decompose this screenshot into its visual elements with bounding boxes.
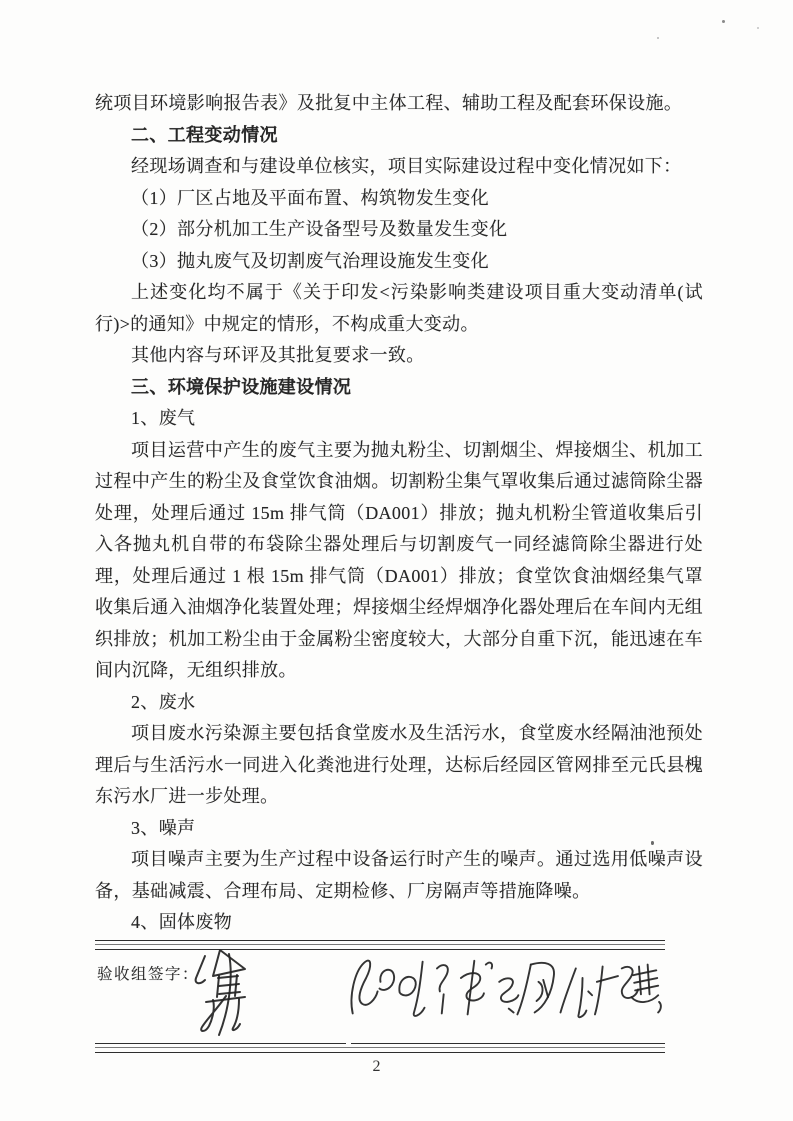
list-item-change-3: （3）抛丸废气及切割废气治理设施发生变化	[131, 250, 489, 271]
paragraph-consistency: 其他内容与环评及其批复要求一致。	[131, 345, 425, 365]
heading-project-changes: 二、工程变动情况	[131, 124, 278, 145]
list-item-change-2: （2）部分机加工生产设备型号及数量发生变化	[131, 219, 508, 239]
signature-label: 验收组签字：	[97, 966, 200, 983]
scan-speck	[657, 37, 659, 39]
paragraph-waste-gas: 项目运营中产生的废气主要为抛丸粉尘、切割烟尘、焊接烟尘、机加工过程中产生的粉尘及食堂饮食油烟。切割粉尘集气罩收集后通过滤筒除尘器处理，处理后通过 15m 排气筒（DA001）排放；抛丸机粉尘管道收集后引入各抛丸机自带的布袋除尘器处理后与切割废气一同经滤筒除尘器进行处理，处理后通过 1 根 15m 排气筒（DA001）排放；食堂饮食油烟经集气罩收集后通入油烟净化装置处理；焊接烟尘经焊烟净化器处理后在车间内无组织排放；机加工粉尘由于金属粉尘密度较大，大部分自重下沉，能迅速在车间内沉降，无组织排放。	[95, 439, 703, 680]
paragraph-site-survey: 经现场调查和与建设单位核实，项目实际建设过程中变化情况如下：	[131, 156, 682, 176]
page-number: 2	[372, 1058, 381, 1075]
signature-block	[95, 940, 665, 1052]
paragraph-noise: 项目噪声主要为生产过程中设备运行时产生的噪声。通过选用低噪声设备，基础减震、合理布局、定期检修、厂房隔声等措施降噪。	[95, 849, 703, 901]
list-item-change-1: （1）厂区占地及平面布置、构筑物发生变化	[131, 187, 489, 208]
scan-speck	[722, 20, 725, 23]
subheading-waste-gas: 1、废气	[131, 408, 196, 428]
rule-scan-gap	[346, 1042, 351, 1046]
scan-speck	[757, 27, 759, 29]
heading-env-facilities: 三、环境保护设施建设情况	[131, 376, 352, 397]
subheading-solid-waste: 4、固体废物	[131, 912, 233, 932]
signature-top-rule	[95, 940, 665, 950]
handwritten-signatures-group	[346, 952, 662, 1027]
scan-speck	[651, 841, 654, 845]
signature-bottom-rule	[95, 1043, 665, 1053]
paragraph-continuation: 统项目环境影响报告表》及批复中主体工程、辅助工程及配套环保设施。	[95, 93, 683, 113]
handwritten-signature-leader	[192, 947, 254, 1039]
subheading-waste-water: 2、废水	[131, 691, 196, 712]
paragraph-waste-water: 项目废水污染源主要包括食堂废水及生活污水，食堂废水经隔油池预处理后与生活污水一同进入化粪池进行处理，达标后经园区管网排至元氏县槐东污水厂进一步处理。	[95, 723, 703, 806]
document-body	[95, 88, 703, 939]
paragraph-major-change: 上述变化均不属于《关于印发<污染影响类建设项目重大变动清单(试行)>的通知》中规定的情形，不构成重大变动。	[95, 282, 703, 334]
subheading-noise: 3、噪声	[131, 817, 196, 838]
